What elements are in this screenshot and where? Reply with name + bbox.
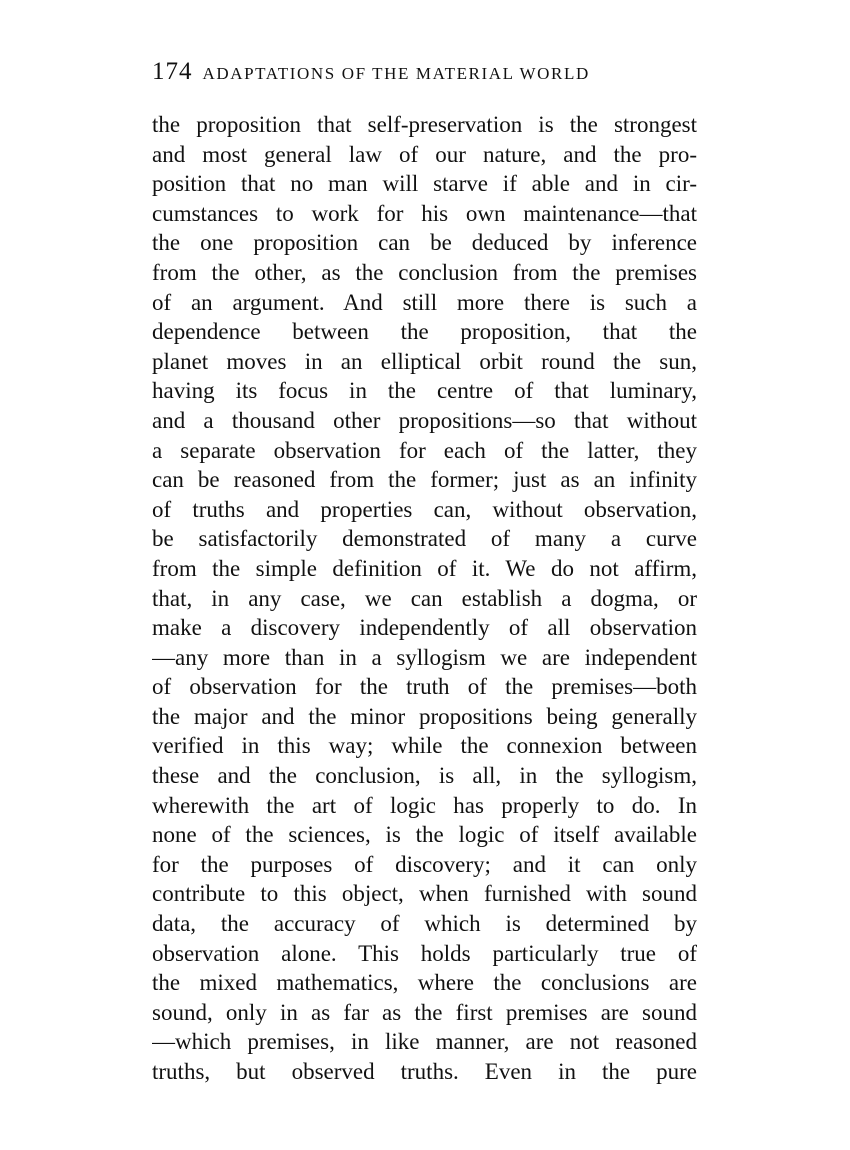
text-line: can be reasoned from the former; just as an infinity <box>152 467 697 493</box>
text-line: wherewith the art of logic has properly to do. In <box>152 792 697 818</box>
text-line: the major and the minor propositions being generally <box>152 703 697 729</box>
text-line: position that no man will starve if able and in cir- <box>152 171 697 197</box>
text-line: sound, only in as far as the first premises are sound <box>152 999 697 1025</box>
text-line: truths, but observed truths. Even in the pure <box>152 1059 697 1084</box>
text-line: the proposition that self-preservation is the strongest <box>152 112 697 137</box>
text-line: make a discovery independently of all observation <box>152 615 697 641</box>
text-line: be satisfactorily demonstrated of many a curve <box>152 526 697 552</box>
text-line: and most general law of our nature, and the pro- <box>152 141 697 167</box>
text-line: from the simple definition of it. We do not affirm, <box>152 555 697 581</box>
page-number: 174 <box>152 58 193 85</box>
running-title: ADAPTATIONS OF THE MATERIAL WORLD <box>202 64 590 83</box>
text-line: none of the sciences, is the logic of itself available <box>152 822 697 848</box>
text-line: contribute to this object, when furnished with sound <box>152 881 697 907</box>
text-line: having its focus in the centre of that luminary, <box>152 378 697 404</box>
text-line: the mixed mathematics, where the conclusions are <box>152 970 697 996</box>
text-line: the one proposition can be deduced by inference <box>152 230 697 256</box>
text-line: dependence between the proposition, that the <box>152 319 697 345</box>
text-line: that, in any case, we can establish a dogma, or <box>152 585 697 611</box>
text-line: —which premises, in like manner, are not reasoned <box>152 1029 697 1055</box>
body-text <box>152 110 697 1087</box>
text-line: of observation for the truth of the premises—both <box>152 674 697 700</box>
text-line: and a thousand other propositions—so that without <box>152 407 697 433</box>
text-line: of an argument. And still more there is such a <box>152 289 697 315</box>
running-head <box>152 58 697 90</box>
text-line: —any more than in a syllogism we are independent <box>152 644 697 670</box>
text-line: cumstances to work for his own maintenance—that <box>152 200 697 226</box>
text-line: these and the conclusion, is all, in the syllogism, <box>152 763 697 789</box>
text-line: data, the accuracy of which is determined by <box>152 911 697 937</box>
text-line: from the other, as the conclusion from the premises <box>152 259 697 285</box>
text-line: of truths and properties can, without observation, <box>152 496 697 522</box>
text-line: observation alone. This holds particularly true of <box>152 940 697 966</box>
text-line: for the purposes of discovery; and it can only <box>152 851 697 877</box>
text-line: verified in this way; while the connexion between <box>152 733 697 759</box>
text-line: a separate observation for each of the latter, they <box>152 437 697 463</box>
text-line: planet moves in an elliptical orbit round the sun, <box>152 348 697 374</box>
